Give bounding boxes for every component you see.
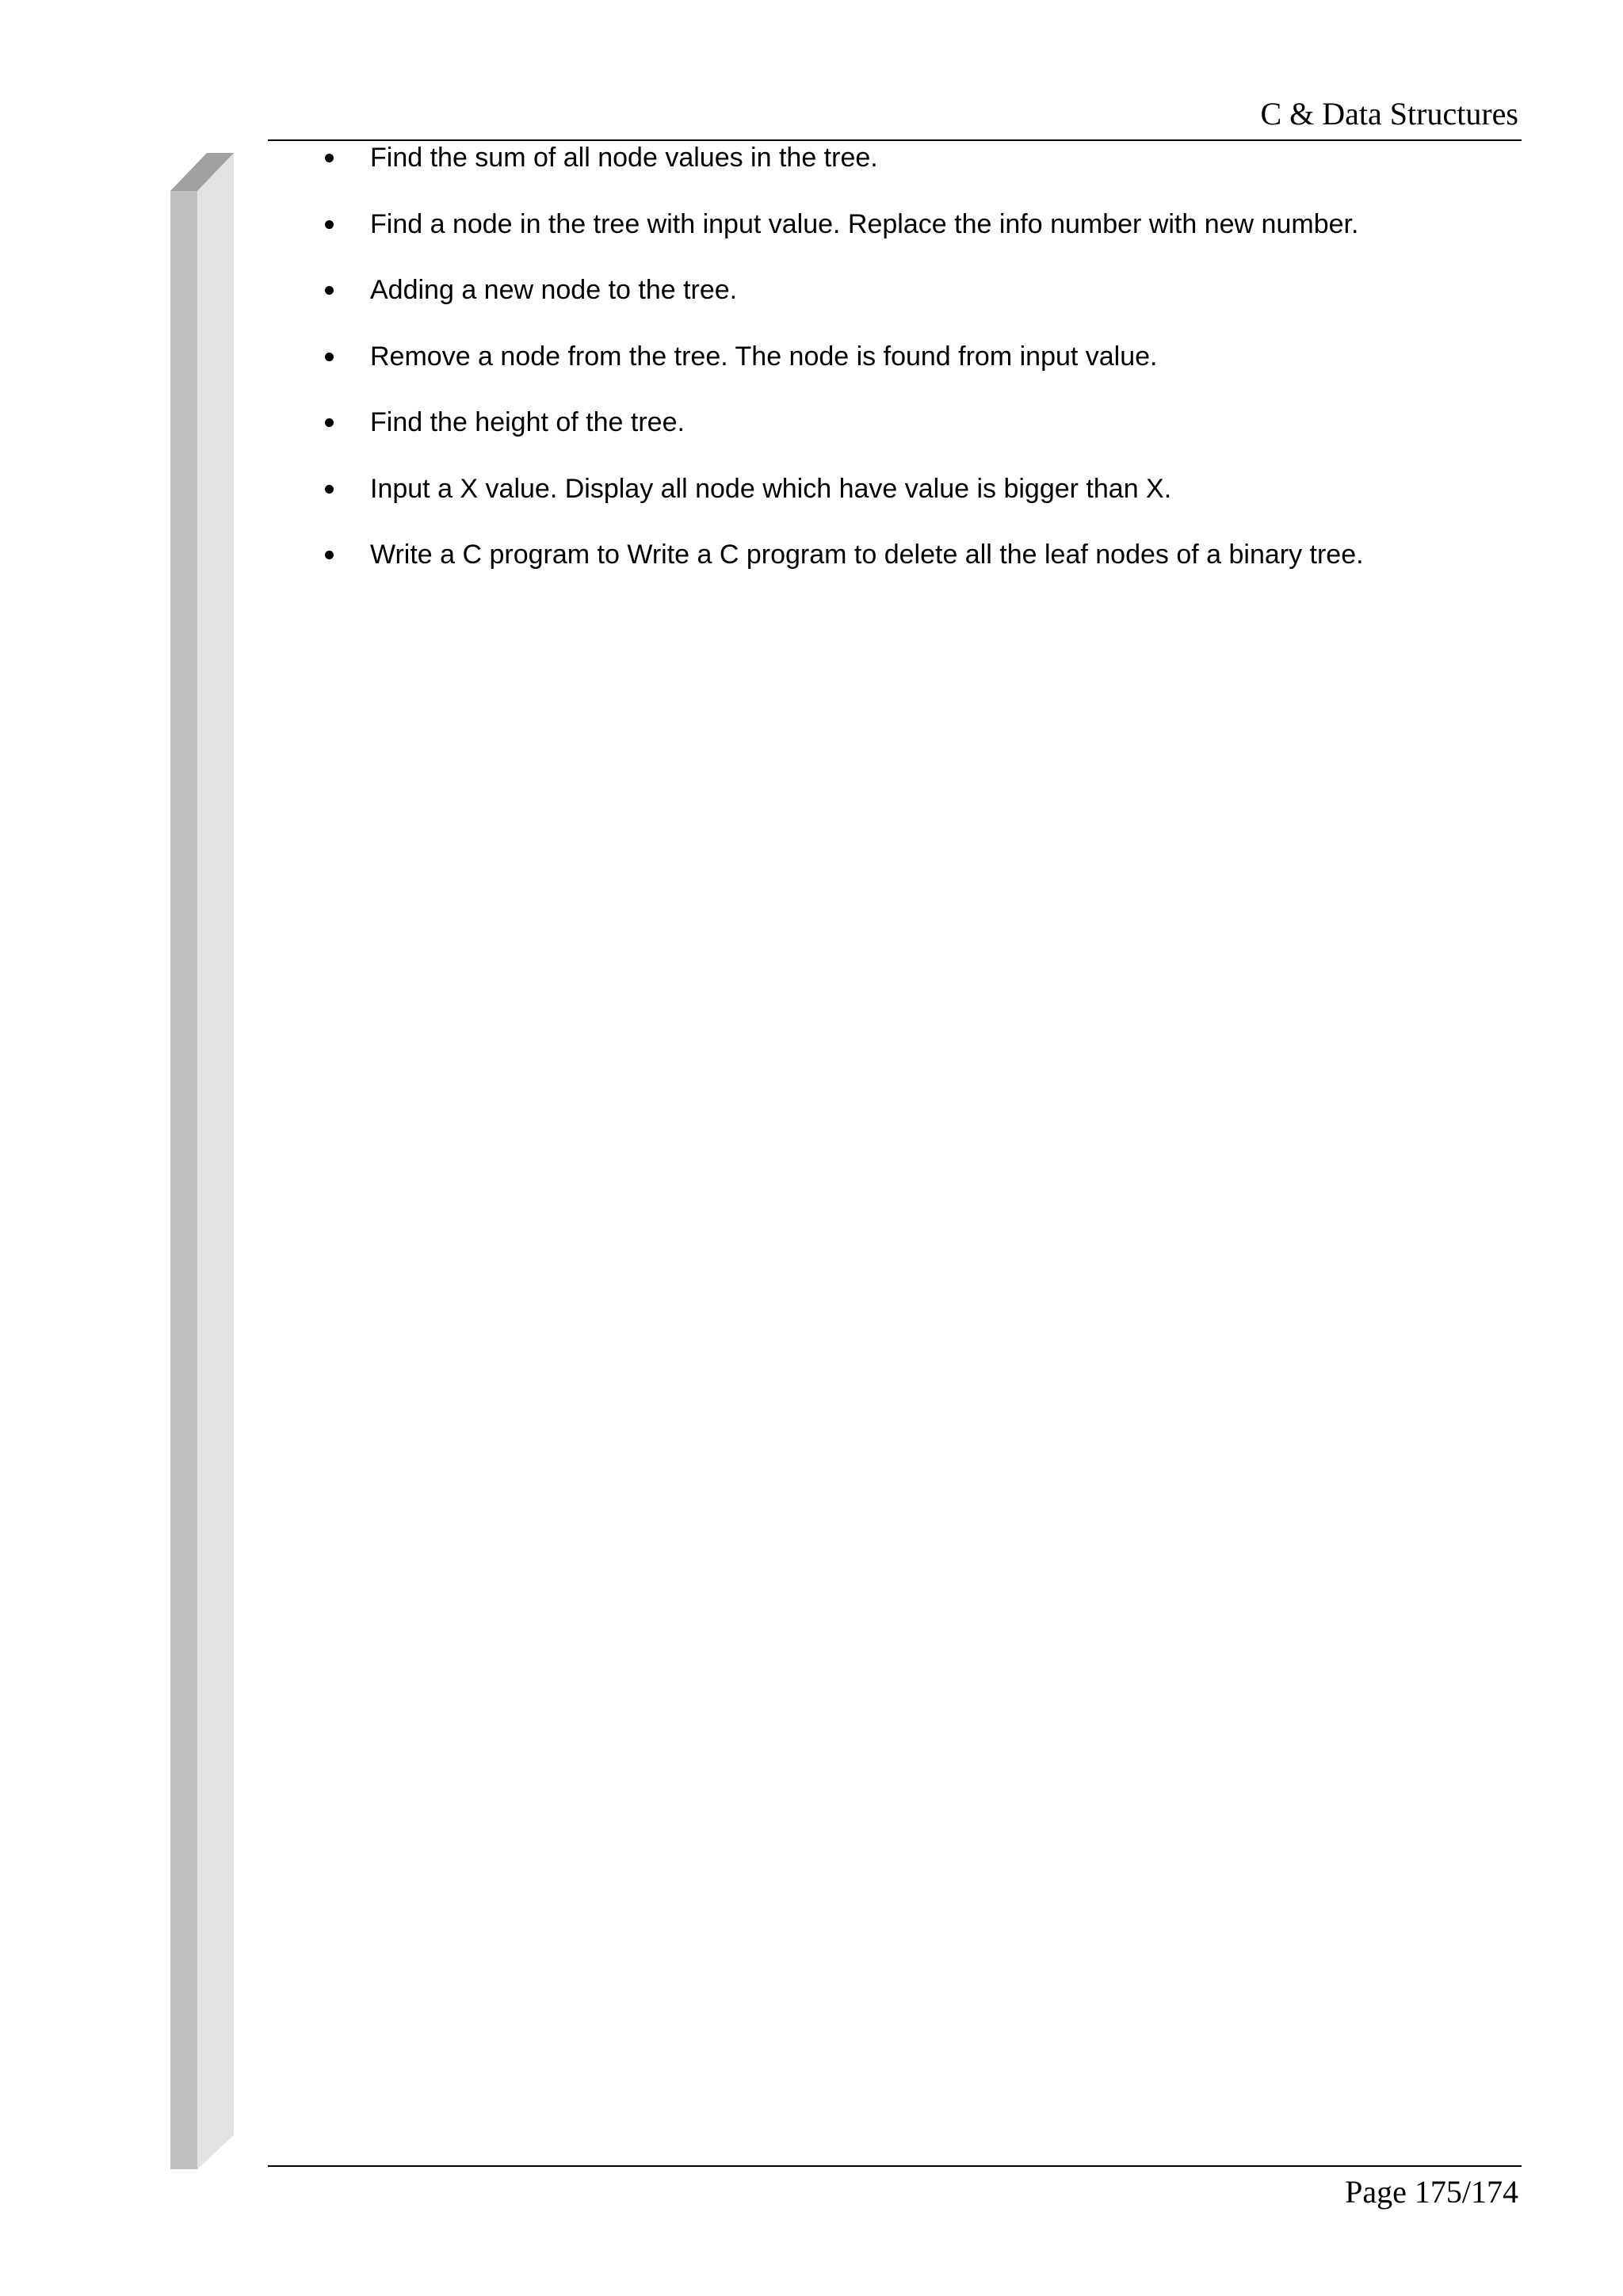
list-item xyxy=(317,337,1506,403)
list-item-text: Write a C program to Write a C program to delete all the leaf nodes of a binary tree. xyxy=(370,540,1364,570)
list-item-text: Find the sum of all node values in the tree. xyxy=(370,143,878,173)
list-item xyxy=(317,204,1506,271)
footer-rule xyxy=(268,2165,1522,2167)
decorative-side-bar xyxy=(170,153,234,2169)
side-bar-graphic xyxy=(170,153,234,2169)
bullet-icon xyxy=(325,286,334,295)
bullet-icon xyxy=(325,353,334,361)
list-item xyxy=(317,469,1506,536)
list-item xyxy=(317,535,1506,601)
list-item-text: Remove a node from the tree. The node is found from input value. xyxy=(370,341,1158,372)
bullet-icon xyxy=(325,418,334,427)
list-item-text: Find a node in the tree with input value. Replace the info number with new number. xyxy=(370,208,1359,239)
list-item-text: Adding a new node to the tree. xyxy=(370,275,738,305)
bullet-icon xyxy=(325,485,334,494)
side-bar-front-face xyxy=(170,191,197,2169)
page-footer xyxy=(268,2165,1522,2221)
header-title: C & Data Structures xyxy=(1260,96,1518,132)
list-item-text: Input a X value. Display all node which have value is bigger than X. xyxy=(370,473,1172,504)
page-number: Page 175/174 xyxy=(1345,2174,1518,2210)
bullet-icon xyxy=(325,220,334,229)
list-item-text: Find the height of the tree. xyxy=(370,407,685,437)
list-item xyxy=(317,402,1506,469)
exercise-list xyxy=(317,138,1506,601)
bullet-icon xyxy=(325,551,334,559)
page-header xyxy=(268,93,1522,141)
list-item xyxy=(317,270,1506,337)
bullet-icon xyxy=(325,154,334,162)
side-bar-side-face xyxy=(197,153,234,2169)
list-item xyxy=(317,138,1506,204)
